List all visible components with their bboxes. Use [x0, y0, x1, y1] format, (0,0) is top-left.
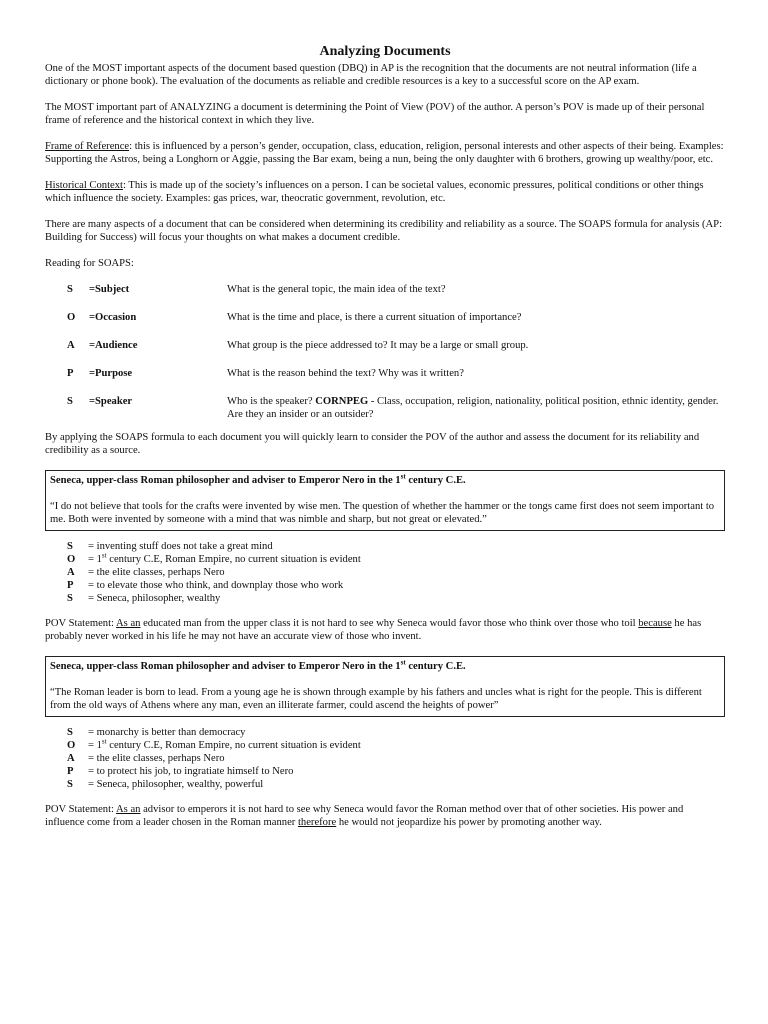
document-source	[50, 474, 720, 487]
soaps-analysis	[67, 540, 725, 605]
source-text: Seneca, upper-class Roman philosopher and adviser to Emperor Nero in the 1	[50, 661, 401, 672]
soaps-row-audience	[45, 339, 725, 352]
analysis-letter: P	[67, 766, 74, 777]
analysis-letter: S	[67, 727, 73, 738]
analysis-row	[67, 765, 725, 778]
document-box	[45, 470, 725, 531]
analysis-text: = the elite classes, perhaps Nero	[88, 567, 225, 578]
soaps-term: =Audience	[89, 340, 138, 351]
soaps-letter: P	[67, 368, 74, 379]
document-box	[45, 656, 725, 717]
soaps-row-speaker	[45, 395, 725, 421]
frame-of-reference-label: Frame of Reference	[45, 141, 130, 152]
intro-paragraph: One of the MOST important aspects of the document based question (DBQ) in AP is the recognition that the documents are not neutral information (life a dictionary or phone book). The evaluation of the documents as reliable and credible resources is a key to a successful score on the AP exam.	[45, 63, 697, 87]
soaps-intro-paragraph: There are many aspects of a document that can be considered when determining its credibility and reliability as a source. The SOAPS formula for analysis (AP: Building for Success) will focus your thoughts on what makes a document credible.	[45, 219, 723, 243]
speaker-question-post: - Class, occupation, religion, nationality, political position, ethnic identity, gender. Are they an insider or an outsider?	[227, 396, 719, 420]
pov-statement: POV Statement: As an educated man from the upper class it is not hard to see why Seneca would favor those who think over those who toil because he has probably never worked in his life he may not have an accurate view of those who invent.	[45, 618, 702, 642]
soaps-row-occasion	[45, 311, 725, 324]
analysis-row	[67, 566, 725, 579]
source-sup: st	[400, 472, 406, 481]
soaps-letter: S	[67, 284, 73, 295]
analysis-row	[67, 540, 725, 553]
analysis-text: = inventing stuff does not take a great mind	[88, 541, 273, 552]
soaps-letter: O	[67, 312, 76, 323]
reading-for-soaps-label: Reading for SOAPS:	[45, 258, 134, 269]
soaps-term: =Purpose	[89, 368, 133, 379]
soaps-term: =Speaker	[89, 396, 133, 407]
cornpeg-term: CORNPEG	[315, 396, 369, 407]
soaps-row-purpose	[45, 367, 725, 380]
pov-statement: POV Statement: As an advisor to emperors it is not hard to see why Seneca would favor the Roman method over that of other societies. His power and influence come from a leader chosen in the Roman manner therefore he would not jeopardize his power by promoting another way.	[45, 804, 684, 828]
analysis-letter: S	[67, 541, 73, 552]
pov-paragraph: The MOST important part of ANALYZING a document is determining the Point of View (POV) of the author. A person’s POV is made up of their personal frame of reference and the historical context in which they live.	[45, 102, 705, 126]
soaps-question	[227, 395, 725, 421]
analysis-letter: S	[67, 593, 73, 604]
analysis-text: = to elevate those who think, and downplay those who work	[88, 580, 344, 591]
soaps-question: What group is the piece addressed to? It may be a large or small group.	[227, 340, 529, 351]
historical-context-paragraph	[45, 179, 725, 205]
analysis-row	[67, 778, 725, 791]
soaps-analysis	[67, 726, 725, 791]
document-page	[45, 44, 725, 829]
soaps-term: =Occasion	[89, 312, 137, 323]
document-quote: “I do not believe that tools for the crafts were invented by wise men. The question of whether the hammer or the tongs came first does not seem important to me. Both were invented by someone with a mind that was nimble and sharp, but not great or elevated.”	[50, 501, 715, 525]
source-sup: st	[400, 658, 406, 667]
soaps-row-subject	[45, 283, 725, 296]
analysis-letter: A	[67, 753, 75, 764]
historical-context-label: Historical Context	[45, 180, 123, 191]
analysis-text: = 1st century C.E, Roman Empire, no current situation is evident	[88, 551, 361, 565]
analysis-letter: O	[67, 740, 76, 751]
analysis-letter: A	[67, 567, 75, 578]
soaps-letter: A	[67, 340, 75, 351]
analysis-text: = Seneca, philosopher, wealthy	[88, 593, 221, 604]
page-title: Analyzing Documents	[319, 44, 451, 59]
soaps-term: =Subject	[89, 284, 130, 295]
analysis-row	[67, 726, 725, 739]
source-text-end: century C.E.	[405, 661, 466, 672]
analysis-row	[67, 752, 725, 765]
analysis-text: = the elite classes, perhaps Nero	[88, 753, 225, 764]
analysis-row	[67, 592, 725, 605]
soaps-question: What is the time and place, is there a current situation of importance?	[227, 312, 522, 323]
document-quote: “The Roman leader is born to lead. From a young age he is shown through example by his fathers and uncles what is right for the people. This is different from the old ways of Athens where any man, even an illiterate farmer, could ascend the heights of power”	[50, 687, 702, 711]
analysis-text: = Seneca, philosopher, wealthy, powerful	[88, 779, 264, 790]
soaps-table	[45, 283, 725, 421]
historical-context-text: : This is made up of the society’s influences on a person. I can be societal values, economic pressures, political conditions or other things which influence the society. Examples: gas prices, war, theocratic government, revolution, etc.	[45, 180, 704, 204]
source-text-end: century C.E.	[405, 475, 466, 486]
analysis-text: = 1st century C.E, Roman Empire, no current situation is evident	[88, 737, 361, 751]
document-source	[50, 660, 720, 673]
frame-of-reference-paragraph	[45, 140, 725, 166]
analysis-row	[67, 739, 725, 752]
speaker-question-pre: Who is the speaker?	[227, 396, 316, 407]
analysis-row	[67, 579, 725, 592]
frame-of-reference-text: : this is influenced by a person’s gender, occupation, class, education, religion, personal interests and other aspects of their being. Examples: Supporting the Astros, being a Longhorn or Aggie, passing the Bar exam, being a nun, being the only daughter with 6 brothers, growing up wealthy/poor, etc.	[45, 141, 724, 165]
analysis-letter: P	[67, 580, 74, 591]
analysis-text: = to protect his job, to ingratiate himself to Nero	[88, 766, 294, 777]
source-text: Seneca, upper-class Roman philosopher and adviser to Emperor Nero in the 1	[50, 475, 401, 486]
soaps-question: What is the reason behind the text? Why was it written?	[227, 368, 464, 379]
analysis-letter: O	[67, 554, 76, 565]
analysis-text: = monarchy is better than democracy	[88, 727, 246, 738]
soaps-question: What is the general topic, the main idea of the text?	[227, 284, 446, 295]
applying-soaps-paragraph: By applying the SOAPS formula to each document you will quickly learn to consider the POV of the author and assess the document for its reliability and credibility as a source.	[45, 432, 700, 456]
analysis-row	[67, 553, 725, 566]
soaps-letter: S	[67, 396, 73, 407]
analysis-letter: S	[67, 779, 73, 790]
